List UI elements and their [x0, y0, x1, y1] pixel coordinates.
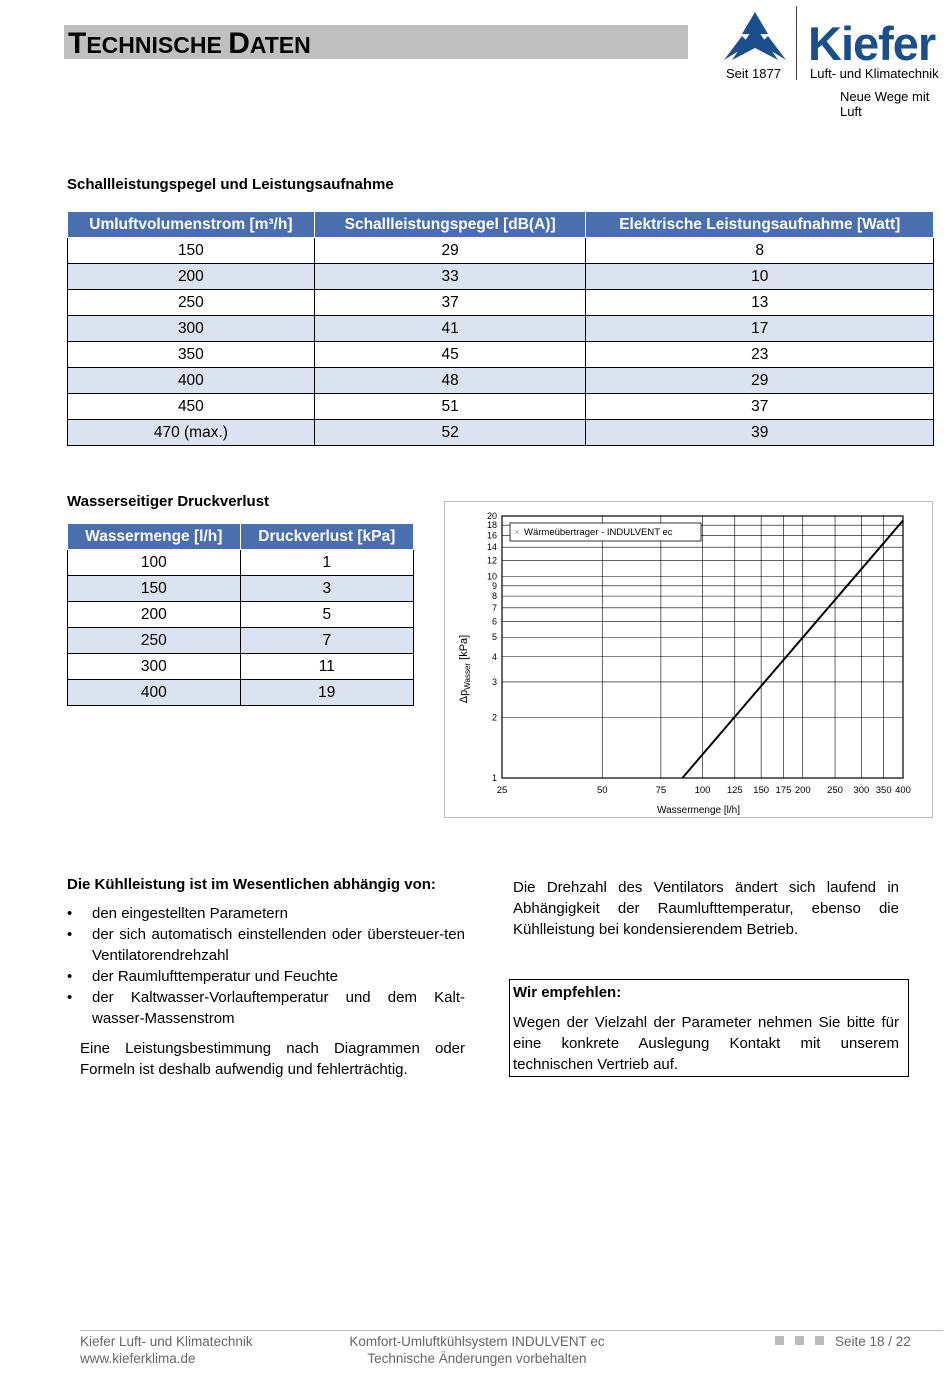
table-header-row [68, 212, 934, 238]
y-tick-label: 6 [491, 616, 497, 627]
y-tick-label: 10 [486, 571, 497, 582]
y-tick-label: 14 [486, 542, 497, 553]
y-tick-label: 5 [491, 632, 497, 643]
table-cell: 19 [240, 680, 413, 706]
table-cell: 100 [68, 550, 241, 576]
cooling-factor-list [67, 903, 465, 1029]
footer-divider [80, 1330, 943, 1331]
x-tick-label: 250 [827, 785, 843, 796]
footer-product [347, 1333, 607, 1367]
x-tick-label: 200 [794, 785, 811, 796]
table-cell: 400 [68, 680, 241, 706]
list-item: • der Raumlufttemperatur und Feuchte [67, 966, 465, 987]
x-tick-label: 25 [496, 785, 508, 796]
table-cell: 200 [68, 264, 315, 290]
y-tick-label: 12 [486, 555, 497, 566]
table-cell: 250 [68, 290, 315, 316]
list-item: • der sich automatisch einstellenden oder übersteuer-ten Ventilatorendrehzahl [67, 924, 465, 966]
table-cell: 1 [240, 550, 413, 576]
pressure-loss-chart [444, 501, 933, 818]
x-tick-label: 350 [875, 785, 892, 796]
table-header-row [68, 524, 414, 550]
y-tick-label: 18 [486, 520, 497, 531]
footer-company-name: Kiefer Luft- und Klimatechnik [80, 1334, 253, 1349]
table-cell: 39 [586, 420, 934, 446]
footer-pager [775, 1333, 911, 1350]
table-cell: 33 [314, 264, 586, 290]
table-cell: 400 [68, 368, 315, 394]
x-tick-label: 400 [895, 785, 911, 796]
water-section-heading: Wasserseitiger Druckverlust [67, 493, 270, 510]
table-cell: 150 [68, 238, 315, 264]
table-cell: 41 [314, 316, 586, 342]
table-cell: 37 [314, 290, 586, 316]
sound-power-table [67, 211, 934, 446]
table-cell: 10 [586, 264, 934, 290]
table-cell: 23 [586, 342, 934, 368]
footer-disclaimer: Technische Änderungen vorbehalten [367, 1351, 587, 1366]
y-tick-label: 3 [491, 676, 497, 687]
table-cell: 250 [68, 628, 241, 654]
legend-marker-icon: × [514, 527, 520, 537]
table-cell: 8 [586, 238, 934, 264]
table-row [68, 420, 934, 446]
y-tick-label: 8 [491, 591, 497, 602]
table-cell: 52 [314, 420, 586, 446]
x-tick-label: 300 [853, 785, 870, 796]
x-tick-label: 75 [655, 785, 667, 796]
table-row [68, 316, 934, 342]
table-cell: 300 [68, 654, 241, 680]
column-header: Umluftvolumenstrom [m³/h] [68, 212, 315, 238]
y-tick-label: 16 [486, 530, 497, 541]
logo-subtitle: Luft- und Klimatechnik [810, 66, 939, 81]
column-header: Elektrische Leistungsaufnahme [Watt] [586, 212, 934, 238]
table-cell: 150 [68, 576, 241, 602]
list-item: • der Kaltwasser-Vorlauftemperatur und dem Kalt-wasser-Massenstrom [67, 987, 465, 1029]
y-tick-label: 2 [491, 712, 497, 723]
logo-slogan: Neue Wege mit Luft [840, 89, 930, 119]
cooling-note: Eine Leistungsbestimmung nach Diagrammen oder Formeln ist deshalb aufwendig und fehlerträchtig. [80, 1040, 465, 1078]
table-cell: 5 [240, 602, 413, 628]
footer-company [80, 1333, 253, 1367]
y-tick-label: 20 [486, 511, 497, 521]
table-cell: 470 (max.) [68, 420, 315, 446]
sound-section-heading: Schallleistungspegel und Leistungsaufnahme [67, 176, 394, 193]
table-row [68, 576, 414, 602]
pressure-loss-table [67, 523, 414, 706]
table-row [68, 264, 934, 290]
footer-website-link[interactable]: www.kieferklima.de [80, 1351, 196, 1366]
table-cell: 300 [68, 316, 315, 342]
kiefer-logo-icon [722, 10, 788, 62]
table-cell: 17 [586, 316, 934, 342]
table-row [68, 628, 414, 654]
fan-speed-text: Die Drehzahl des Ventilators ändert sich laufend in Abhängigkeit der Raumlufttemperatur, ebenso die Kühlleistung bei kondensierendem Betrieb. [513, 879, 899, 938]
table-row [68, 550, 414, 576]
table-row [68, 238, 934, 264]
cooling-heading: Die Kühlleistung ist im Wesentlichen abhängig von: [67, 876, 436, 893]
y-tick-label: 7 [491, 602, 497, 613]
table-cell: 200 [68, 602, 241, 628]
table-cell: 45 [314, 342, 586, 368]
logo-divider [796, 6, 797, 80]
square-icon [815, 1336, 824, 1345]
table-cell: 350 [68, 342, 315, 368]
table-row [68, 654, 414, 680]
table-cell: 29 [314, 238, 586, 264]
recommendation-text: Wegen der Vielzahl der Parameter nehmen Sie bitte für eine konkrete Auslegung Kontakt mit unserem technischen Vertrieb auf. [513, 1014, 899, 1073]
table-cell: 450 [68, 394, 315, 420]
table-cell: 13 [586, 290, 934, 316]
table-cell: 48 [314, 368, 586, 394]
table-row [68, 680, 414, 706]
legend-label: Wärmeübertrager - INDULVENT ec [524, 527, 673, 538]
table-row [68, 342, 934, 368]
table-row [68, 394, 934, 420]
recommendation-title: Wir empfehlen: [513, 984, 622, 1001]
page-number: Seite 18 / 22 [835, 1334, 911, 1349]
x-tick-label: 175 [775, 785, 792, 796]
table-cell: 7 [240, 628, 413, 654]
x-tick-label: 100 [694, 785, 711, 796]
table-row [68, 368, 934, 394]
list-item: • den eingestellten Parametern [67, 903, 465, 924]
x-axis-label: Wassermenge [l/h] [657, 805, 740, 816]
y-tick-label: 1 [491, 773, 497, 783]
table-cell: 37 [586, 394, 934, 420]
y-tick-label: 4 [491, 651, 497, 662]
page-title: TECHNISCHE DATEN [68, 27, 311, 60]
column-header: Wassermenge [l/h] [68, 524, 241, 550]
x-tick-label: 150 [753, 785, 770, 796]
table-cell: 29 [586, 368, 934, 394]
logo-brand: Kiefer [808, 17, 936, 70]
table-row [68, 602, 414, 628]
y-axis-label: $\Delta p_{Wasser}$ [kPa] [458, 634, 472, 704]
column-header: Schallleistungspegel [dB(A)] [314, 212, 586, 238]
table-cell: 3 [240, 576, 413, 602]
x-tick-label: 50 [596, 785, 608, 796]
square-icon [795, 1336, 804, 1345]
y-tick-label: 9 [491, 580, 497, 591]
x-tick-label: 125 [726, 785, 743, 796]
square-icon [775, 1336, 784, 1345]
logo-since: Seit 1877 [726, 66, 781, 81]
column-header: Druckverlust [kPa] [240, 524, 413, 550]
table-cell: 51 [314, 394, 586, 420]
footer-product-name: Komfort-Umluftkühlsystem INDULVENT ec [349, 1334, 605, 1349]
table-row [68, 290, 934, 316]
table-cell: 11 [240, 654, 413, 680]
